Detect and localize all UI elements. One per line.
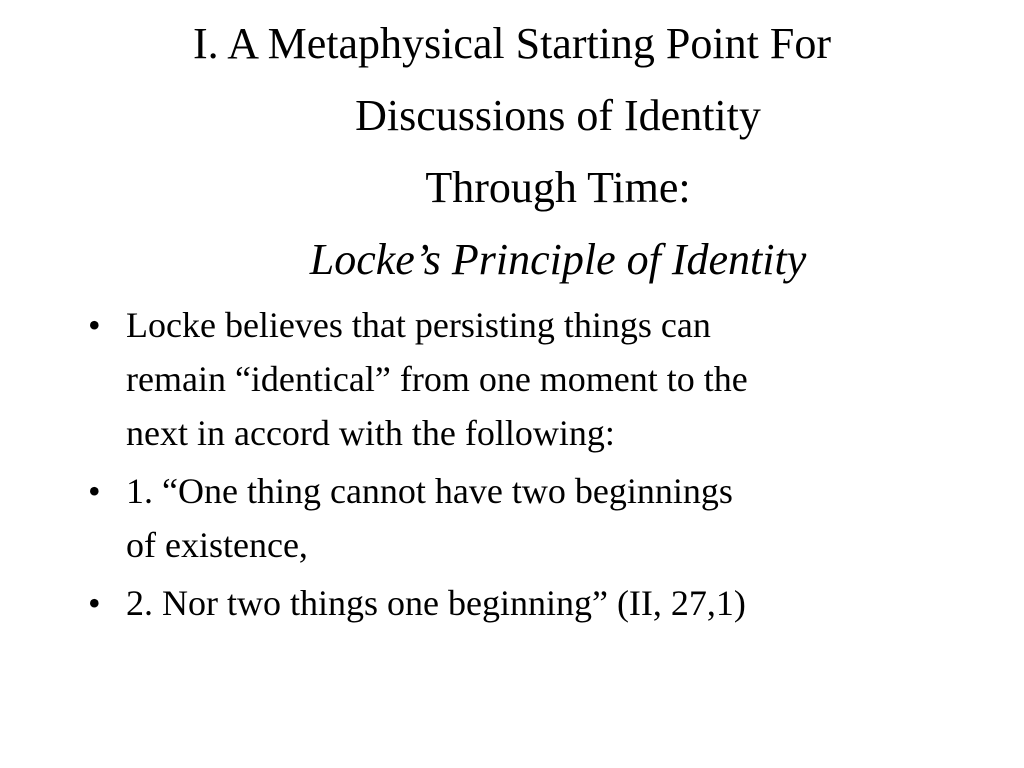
title-subtitle: Locke’s Principle of Identity [309, 235, 807, 284]
title-line: Discussions of Identity [355, 91, 761, 140]
slide-title [60, 8, 964, 296]
bullet-icon: • [88, 583, 101, 623]
bullet-item [84, 576, 964, 630]
bullet-line: 1. “One thing cannot have two beginnings [126, 471, 733, 511]
bullet-icon: • [88, 471, 101, 511]
bullet-list [84, 298, 964, 634]
title-line: Through Time: [425, 163, 691, 212]
bullet-line: next in accord with the following: [126, 413, 615, 453]
title-line: I. A Metaphysical Starting Point For [193, 19, 831, 68]
bullet-item [84, 298, 964, 460]
bullet-line: remain “identical” from one moment to the [126, 359, 748, 399]
bullet-icon: • [88, 305, 101, 345]
bullet-item [84, 464, 964, 572]
bullet-line: of existence, [126, 525, 308, 565]
bullet-line: 2. Nor two things one beginning” (II, 27,1) [126, 583, 746, 623]
bullet-line: Locke believes that persisting things can [126, 305, 711, 345]
